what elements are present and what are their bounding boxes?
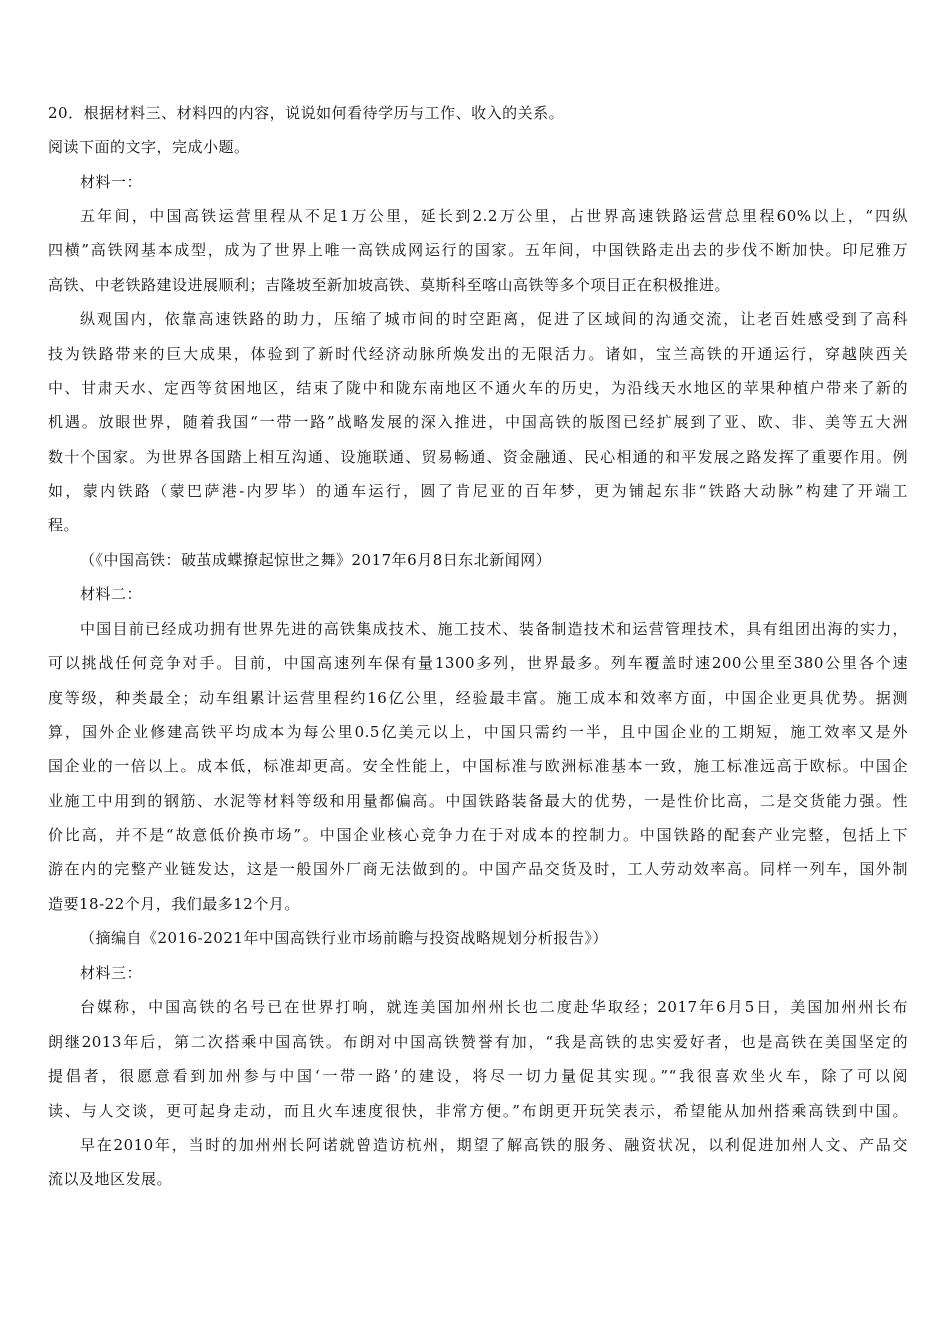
- material-one-line: 数十个国家。为世界各国踏上相互沟通、设施联通、贸易畅通、资金融通、民心相通的和平发展之路发挥了重要作用。例: [48, 448, 908, 466]
- material-one-source: （《中国高铁：破茧成蝶撩起惊世之舞》2017年6月8日东北新闻网）: [80, 551, 552, 569]
- material-three-line: 台媒称，中国高铁的名号已在世界打响，就连美国加州州长也二度赴华取经；2017年6月5日，美国加州州长布: [80, 998, 908, 1016]
- material-two-line: 造要18-22个月，我们最多12个月。: [48, 895, 300, 913]
- material-three-line: 朗继2013年后，第二次搭乘中国高铁。布朗对中国高铁赞誉有加，“我是高铁的忠实爱好者，也是高铁在美国坚定的: [48, 1033, 908, 1051]
- material-two-line: 价比高，并不是“故意低价换市场”。中国企业核心竞争力在于对成本的控制力。中国铁路的配套产业完整，包括上下: [48, 826, 908, 844]
- material-two-line: 中国目前已经成功拥有世界先进的高铁集成技术、施工技术、装备制造技术和运营管理技术，具有组团出海的实力，: [80, 620, 908, 638]
- material-two-line: 可以挑战任何竞争对手。目前，中国高速列车保有量1300多列，世界最多。列车覆盖时速200公里至380公里各个速: [48, 654, 908, 672]
- material-two-heading: 材料二：: [80, 585, 143, 603]
- material-one-line: 机遇。放眼世界，随着我国“一带一路”战略发展的深入推进，中国高铁的版图已经扩展到了亚、欧、非、美等五大洲: [48, 413, 908, 431]
- question-20: 20．根据材料三、材料四的内容，说说如何看待学历与工作、收入的关系。: [48, 104, 565, 122]
- material-one-line: 纵观国内，依靠高速铁路的助力，压缩了城市间的时空距离，促进了区域间的沟通交流，让老百姓感受到了高科: [80, 310, 908, 328]
- material-three-line: 早在2010年，当时的加州州长阿诺就曾造访杭州，期望了解高铁的服务、融资状况，以利促进加州人文、产品交: [80, 1136, 908, 1154]
- material-two-line: 国企业的一倍以上。成本低，标准却更高。安全性能上，中国标准与欧洲标准基本一致，施工标准远高于欧标。中国企: [48, 757, 908, 775]
- material-one-line: 五年间，中国高铁运营里程从不足1万公里，延长到2.2万公里，占世界高速铁路运营总里程60%以上，“四纵: [80, 207, 908, 225]
- material-three-line: 提倡者，很愿意看到加州参与中国‘一带一路’的建设，将尽一切力量促其实现。”“我很喜欢坐火车，除了可以阅: [48, 1067, 908, 1085]
- material-one-heading: 材料一：: [80, 173, 143, 191]
- reading-instruction: 阅读下面的文字，完成小题。: [48, 138, 250, 156]
- material-two-line: 算，国外企业修建高铁平均成本为每公里0.5亿美元以上，中国只需约一半，且中国企业的工期短，施工效率又是外: [48, 723, 908, 741]
- material-two-line: 度等级，种类最全；动车组累计运营里程约16亿公里，经验最丰富。施工成本和效率方面，中国企业更具优势。据测: [48, 689, 908, 707]
- material-one-line: 如，蒙内铁路（蒙巴萨港-内罗毕）的通车运行，圆了肯尼亚的百年梦，更为铺起东非“铁路大动脉”构建了开端工: [48, 482, 908, 500]
- material-three-line: 流以及地区发展。: [48, 1170, 173, 1188]
- material-one-line: 四横”高铁网基本成型，成为了世界上唯一高铁成网运行的国家。五年间，中国铁路走出去的步伐不断加快。印尼雅万: [48, 241, 908, 259]
- material-two-source: （摘编自《2016-2021年中国高铁行业市场前瞻与投资战略规划分析报告》）: [80, 929, 608, 947]
- material-three-heading: 材料三：: [80, 964, 143, 982]
- material-one-line: 中、甘肃天水、定西等贫困地区，结束了陇中和陇东南地区不通火车的历史，为沿线天水地区的苹果种植户带来了新的: [48, 379, 908, 397]
- material-two-line: 游在内的完整产业链发达，这是一般国外厂商无法做到的。中国产品交货及时，工人劳动效率高。同样一列车，国外制: [48, 860, 908, 878]
- material-one-line: 高铁、中老铁路建设进展顺利；吉隆坡至新加坡高铁、莫斯科至喀山高铁等多个项目正在积极推进。: [48, 276, 731, 294]
- material-two-line: 业施工中用到的钢筋、水泥等材料等级和用量都偏高。中国铁路装备最大的优势，一是性价比高，二是交货能力强。性: [48, 792, 908, 810]
- material-one-line: 程。: [48, 516, 80, 534]
- material-three-line: 读、与人交谈，更可起身走动，而且火车速度很快，非常方便。”布朗更开玩笑表示，希望能从加州搭乘高铁到中国。: [48, 1102, 908, 1120]
- material-one-line: 技为铁路带来的巨大成果，体验到了新时代经济动脉所焕发出的无限活力。诸如，宝兰高铁的开通运行，穿越陕西关: [48, 345, 908, 363]
